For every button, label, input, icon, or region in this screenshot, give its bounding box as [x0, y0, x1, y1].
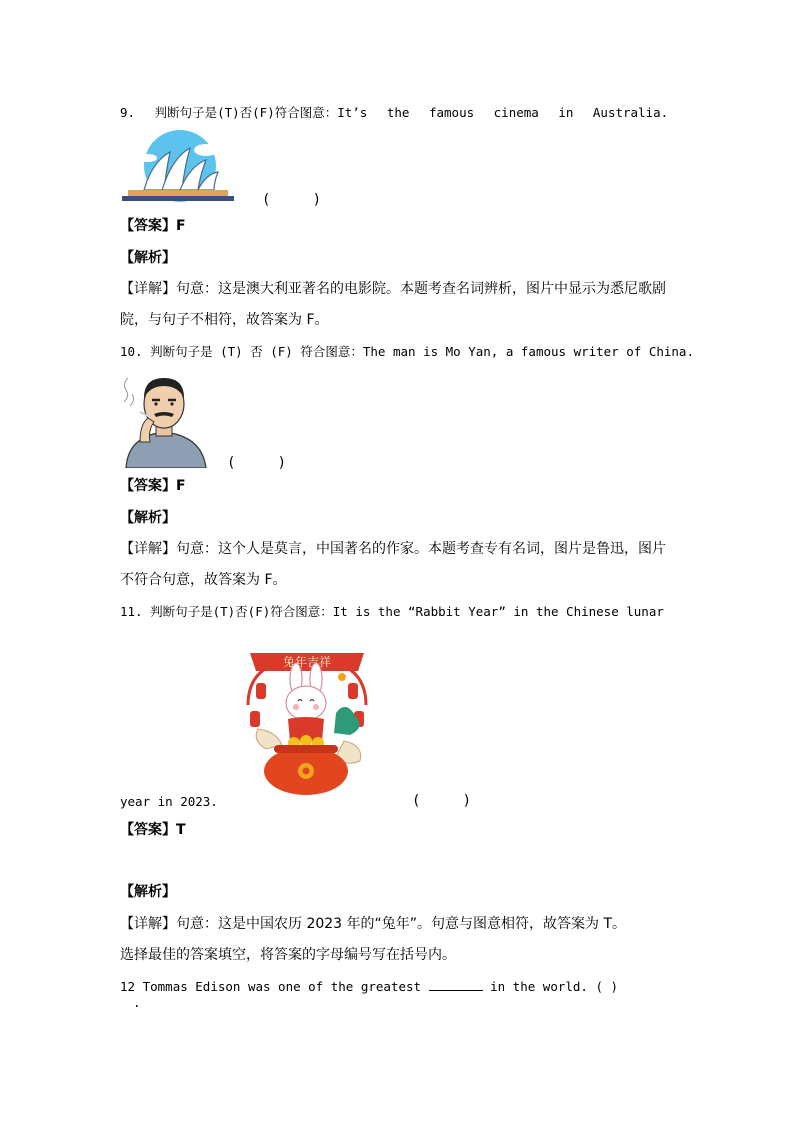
- question-10-text: 10. 判断句子是 (T) 否 (F) 符合图意：The man is Mo Yan, a famous writer of China.: [120, 344, 694, 359]
- fill-in-blank[interactable]: [429, 978, 483, 991]
- detail-11-line-1: 【详解】句意：这是中国农历 2023 年的“兔年”。句意与图意相符，故答案为 T。: [120, 916, 627, 932]
- question-11-text: 11. 判断句子是(T)否(F)符合图意：It is the “Rabbit Year” in the Chinese lunar: [120, 604, 664, 619]
- question-12-text: [120, 977, 618, 997]
- section-instruction: 选择最佳的答案填空，将答案的字母编号写在括号内。: [120, 947, 456, 963]
- answer-parentheses-12[interactable]: ( ): [595, 979, 619, 994]
- answer-parentheses-11[interactable]: ( ): [412, 793, 472, 809]
- sydney-opera-house-picture: [118, 128, 236, 204]
- analysis-heading-11: 【解析】: [120, 884, 176, 900]
- answer-11: 【答案】T: [120, 822, 186, 838]
- answer-parentheses-9[interactable]: ( ): [262, 192, 322, 208]
- question-11-text-continued: year in 2023.: [120, 794, 218, 809]
- question-12-number: 12: [120, 979, 136, 994]
- detail-10-line-2: 不符合句意，故答案为 F。: [120, 572, 287, 588]
- detail-9-line-1: 【详解】句意：这是澳大利亚著名的电影院。本题考查名词辨析，图片中显示为悉尼歌剧: [120, 281, 666, 297]
- banner-text: 兔年吉祥: [282, 655, 331, 669]
- lu-xun-portrait-picture: [118, 372, 210, 468]
- analysis-heading-10: 【解析】: [120, 510, 176, 526]
- detail-9-line-2: 院，与句子不相符，故答案为 F。: [120, 312, 329, 328]
- analysis-heading-9: 【解析】: [120, 250, 176, 266]
- answer-10: 【答案】F: [120, 478, 186, 494]
- question-12-stem: Tommas Edison was one of the greatest: [142, 979, 422, 994]
- answer-9: 【答案】F: [120, 218, 186, 234]
- question-12-stem-end: in the world.: [490, 979, 588, 994]
- answer-parentheses-10[interactable]: ( ): [227, 455, 287, 471]
- question-9-text: 9. 判断句子是(T)否(F)符合图意：It’s the famous cinema in Australia.: [120, 105, 669, 120]
- rabbit-year-picture: [238, 645, 376, 797]
- question-12-dot: .: [133, 995, 141, 1010]
- detail-10-line-1: 【详解】句意：这个人是莫言，中国著名的作家。本题考查专有名词，图片是鲁迅，图片: [120, 541, 666, 557]
